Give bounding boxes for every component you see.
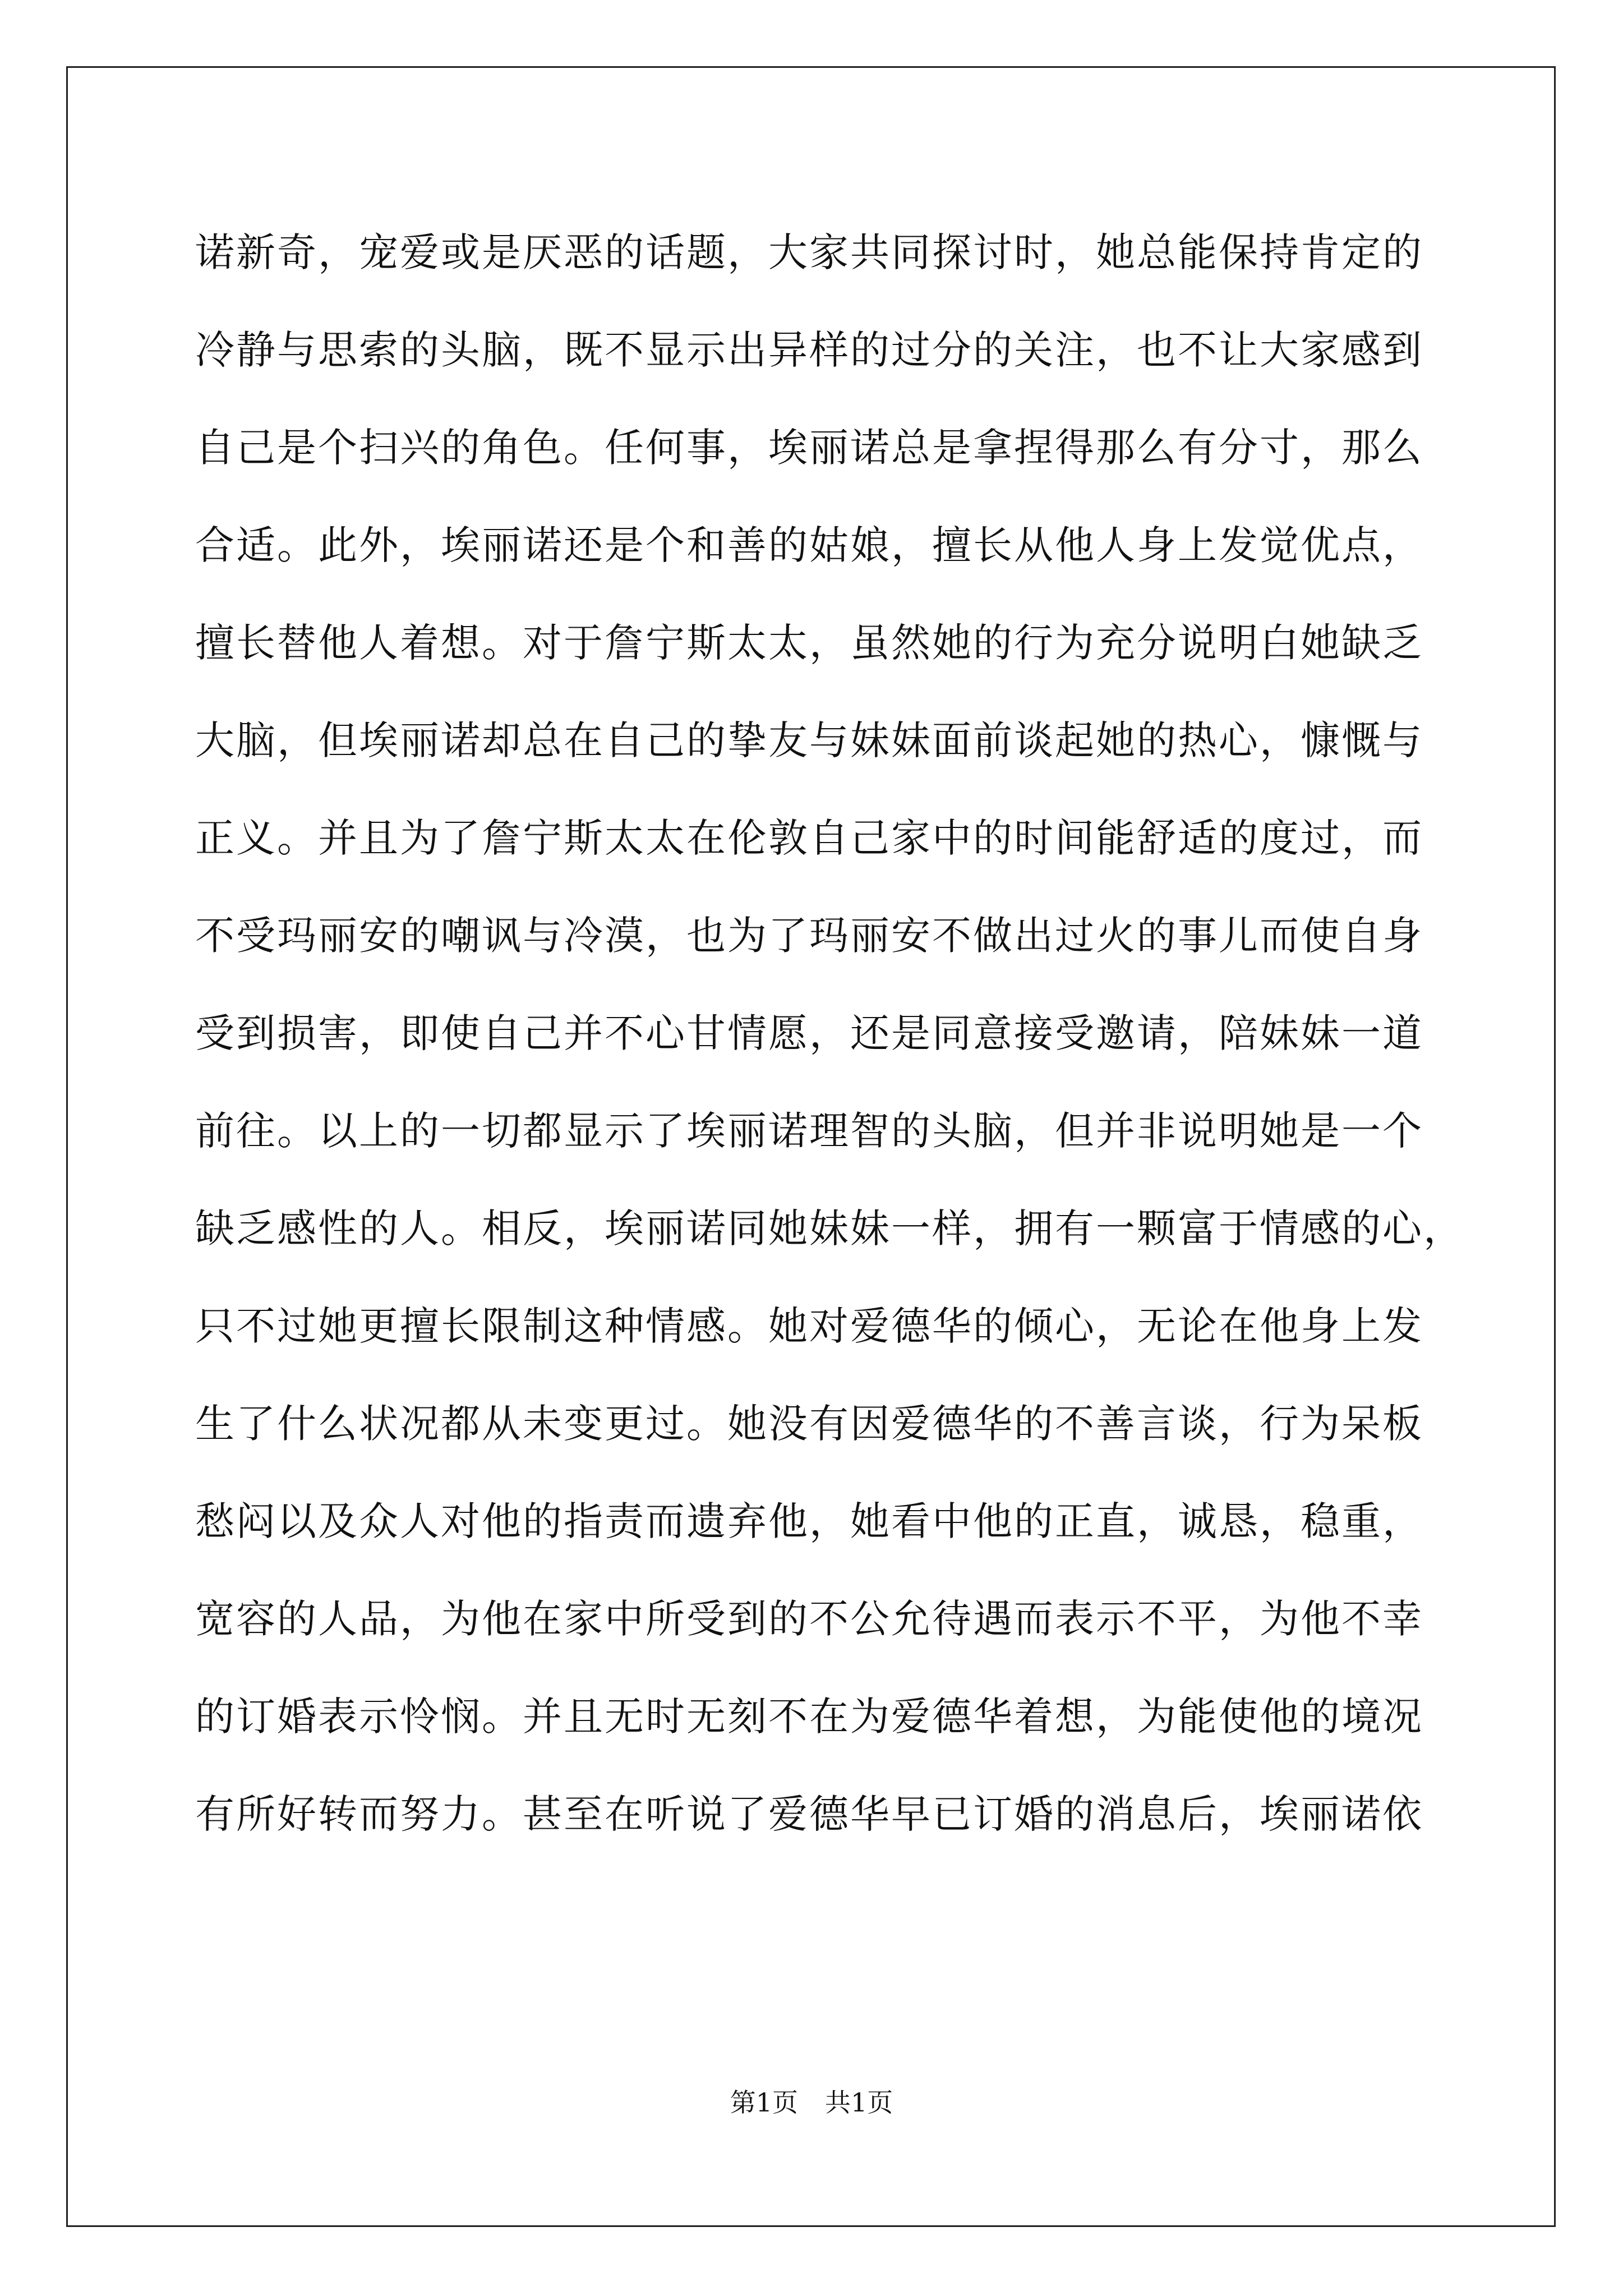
text-line: 大脑，但埃丽诺却总在自己的挚友与妹妹面前谈起她的热心，慷慨与 — [195, 717, 1423, 763]
text-line: 的订婚表示怜悯。并且无时无刻不在为爱德华着想，为能使他的境况 — [195, 1694, 1423, 1740]
text-line: 正义。并且为了詹宁斯太太在伦敦自己家中的时间能舒适的度过，而 — [195, 815, 1423, 861]
text-line: 不受玛丽安的嘲讽与冷漠，也为了玛丽安不做出过火的事儿而使自身 — [195, 913, 1423, 959]
text-line: 愁闷以及众人对他的指责而遗弃他，她看中他的正直，诚恳，稳重， — [195, 1498, 1423, 1544]
text-line: 擅长替他人着想。对于詹宁斯太太，虽然她的行为充分说明白她缺乏 — [195, 620, 1423, 666]
text-line: 宽容的人品，为他在家中所受到的不公允待遇而表示不平，为他不幸 — [195, 1596, 1423, 1642]
text-line: 前往。以上的一切都显示了埃丽诺理智的头脑，但并非说明她是一个 — [195, 1108, 1423, 1154]
document-body — [195, 222, 1464, 1881]
text-line: 受到损害，即使自己并不心甘情愿，还是同意接受邀请，陪妹妹一道 — [195, 1010, 1423, 1056]
text-line: 合适。此外，埃丽诺还是个和善的姑娘，擅长从他人身上发觉优点， — [195, 522, 1423, 568]
text-line: 自己是个扫兴的角色。任何事，埃丽诺总是拿捏得那么有分寸，那么 — [195, 425, 1423, 471]
total-pages: 共1页 — [825, 2087, 893, 2118]
page-number: 第1页 — [730, 2087, 798, 2118]
text-line: 只不过她更擅长限制这种情感。她对爱德华的倾心，无论在他身上发 — [195, 1303, 1423, 1349]
text-line: 有所好转而努力。甚至在听说了爱德华早已订婚的消息后，埃丽诺依 — [195, 1791, 1423, 1837]
text-line: 缺乏感性的人。相反，埃丽诺同她妹妹一样，拥有一颗富于情感的心， — [195, 1205, 1464, 1251]
text-line: 生了什么状况都从未变更过。她没有因爱德华的不善言谈，行为呆板 — [195, 1401, 1423, 1447]
page-footer — [0, 2086, 1623, 2119]
text-line: 诺新奇，宠爱或是厌恶的话题，大家共同探讨时，她总能保持肯定的 — [195, 229, 1423, 275]
text-line: 冷静与思索的头脑，既不显示出异样的过分的关注，也不让大家感到 — [195, 327, 1423, 373]
